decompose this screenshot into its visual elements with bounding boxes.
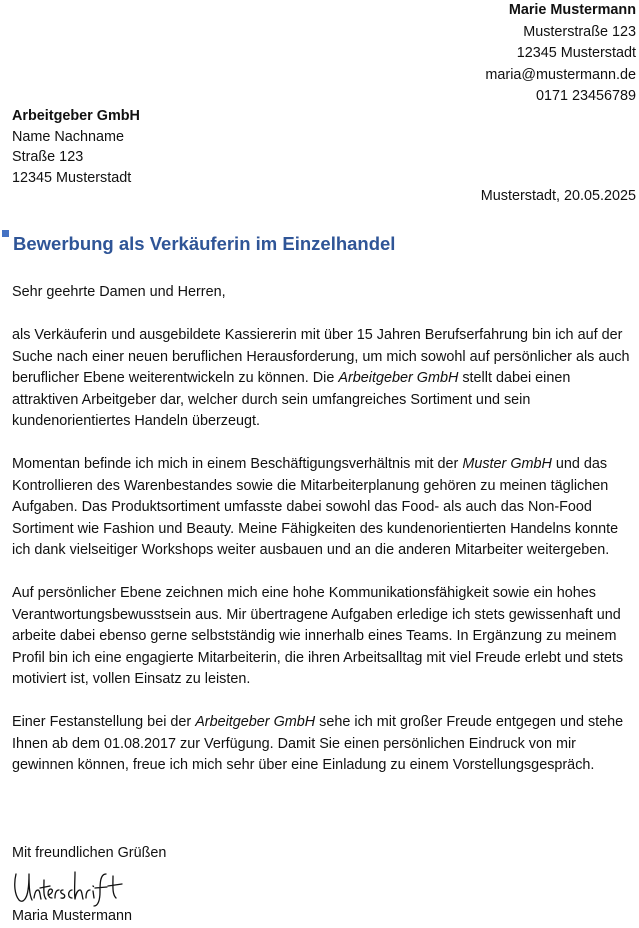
recipient-contact: Name Nachname bbox=[12, 128, 124, 145]
paragraph-personal: Auf persönlicher Ebene zeichnen mich eine hohe Kommunikationsfähigkeit sowie ein hohes Verantwortungsbewusstsein aus. Mir übertragene Aufgaben erledige ich stets gewissenhaft und arbeite dabei ebenso gerne selbstständig wie innerhalb eines Teams. In Ergänzung zu meinem Profil bin ich eine engagierte Mitarbeiterin, die ihren Arbeitsalltag mit viel Freude erlebt und stets motiviert ist, vollen Einsatz zu leisten. bbox=[12, 585, 624, 687]
subject-accent-marker bbox=[2, 230, 9, 237]
paragraph-intro bbox=[12, 325, 637, 433]
signer-name: Maria Mustermann bbox=[12, 908, 132, 924]
recipient-city: 12345 Musterstadt bbox=[12, 169, 132, 186]
sender-phone: 0171 23456789 bbox=[535, 88, 636, 104]
letter-date: Musterstadt, 20.05.2025 bbox=[480, 188, 636, 204]
handwritten-signature bbox=[10, 868, 135, 908]
paragraph-text: als Verkäuferin und ausgebildete Kassiererin mit über 15 Jahren Berufserfahrung bin ich auf der Suche nach einer neuen beruflichen Herausforderung, um mich sowohl auf persönlicher als auch beruflicher Ebene weiterentwickeln zu können. Die bbox=[12, 327, 630, 386]
letter-body bbox=[12, 282, 637, 798]
paragraph-text: Momentan befinde ich mich in einem Beschäftigungsverhältnis mit der bbox=[12, 456, 463, 472]
sender-address bbox=[485, 0, 636, 108]
sender-city: 12345 Musterstadt bbox=[516, 45, 636, 61]
closing-phrase: Mit freundlichen Grüßen bbox=[12, 845, 167, 861]
paragraph-text: stellt dabei einen attraktiven Arbeitgeber dar, welcher durch sein umfangreiches Sortiment und sein kundenorientiertes Handeln überzeugt. bbox=[12, 370, 571, 429]
paragraph-text: Einer Festanstellung bei der bbox=[12, 714, 196, 730]
sender-email: maria@mustermann.de bbox=[485, 66, 636, 83]
paragraph-text: und das Kontrollieren des Warenbestandes sowie die Mitarbeiterplanung gehören zu meinen täglichen Aufgaben. Das Produktsortiment umfasste dabei sowohl das Food- als auch das Non-Food Sortiment wie Fashion und Beauty. Meine Fähigkeiten des kundenorientierten Handelns konnte ich dank vielseitiger Workshops weiter ausbauen und an die anderen Mitarbeiter weitergeben. bbox=[12, 456, 619, 558]
sender-street: Musterstraße 123 bbox=[523, 23, 636, 40]
company-mention: Arbeitgeber GmbH bbox=[338, 370, 459, 386]
paragraph-text: sehe ich mit großer Freude entgegen und stehe Ihnen ab dem 01.08.2017 zur Verfügung. Damit Sie einen persönlichen Eindruck von mir gewinnen können, freue ich mich sehr über eine Einladung zu einem Vorstellungsgespräch. bbox=[12, 714, 624, 773]
company-mention: Arbeitgeber GmbH bbox=[195, 714, 316, 730]
salutation: Sehr geehrte Damen und Herren, bbox=[12, 284, 226, 300]
letter-subject: Bewerbung als Verkäuferin im Einzelhandel bbox=[13, 233, 396, 254]
recipient-street: Straße 123 bbox=[12, 149, 84, 165]
recipient-company: Arbeitgeber GmbH bbox=[12, 108, 140, 124]
paragraph-closing bbox=[12, 712, 637, 777]
recipient-address bbox=[12, 106, 140, 188]
sender-name: Marie Mustermann bbox=[508, 2, 636, 18]
company-mention: Muster GmbH bbox=[462, 456, 552, 472]
paragraph-current-job bbox=[12, 454, 637, 562]
